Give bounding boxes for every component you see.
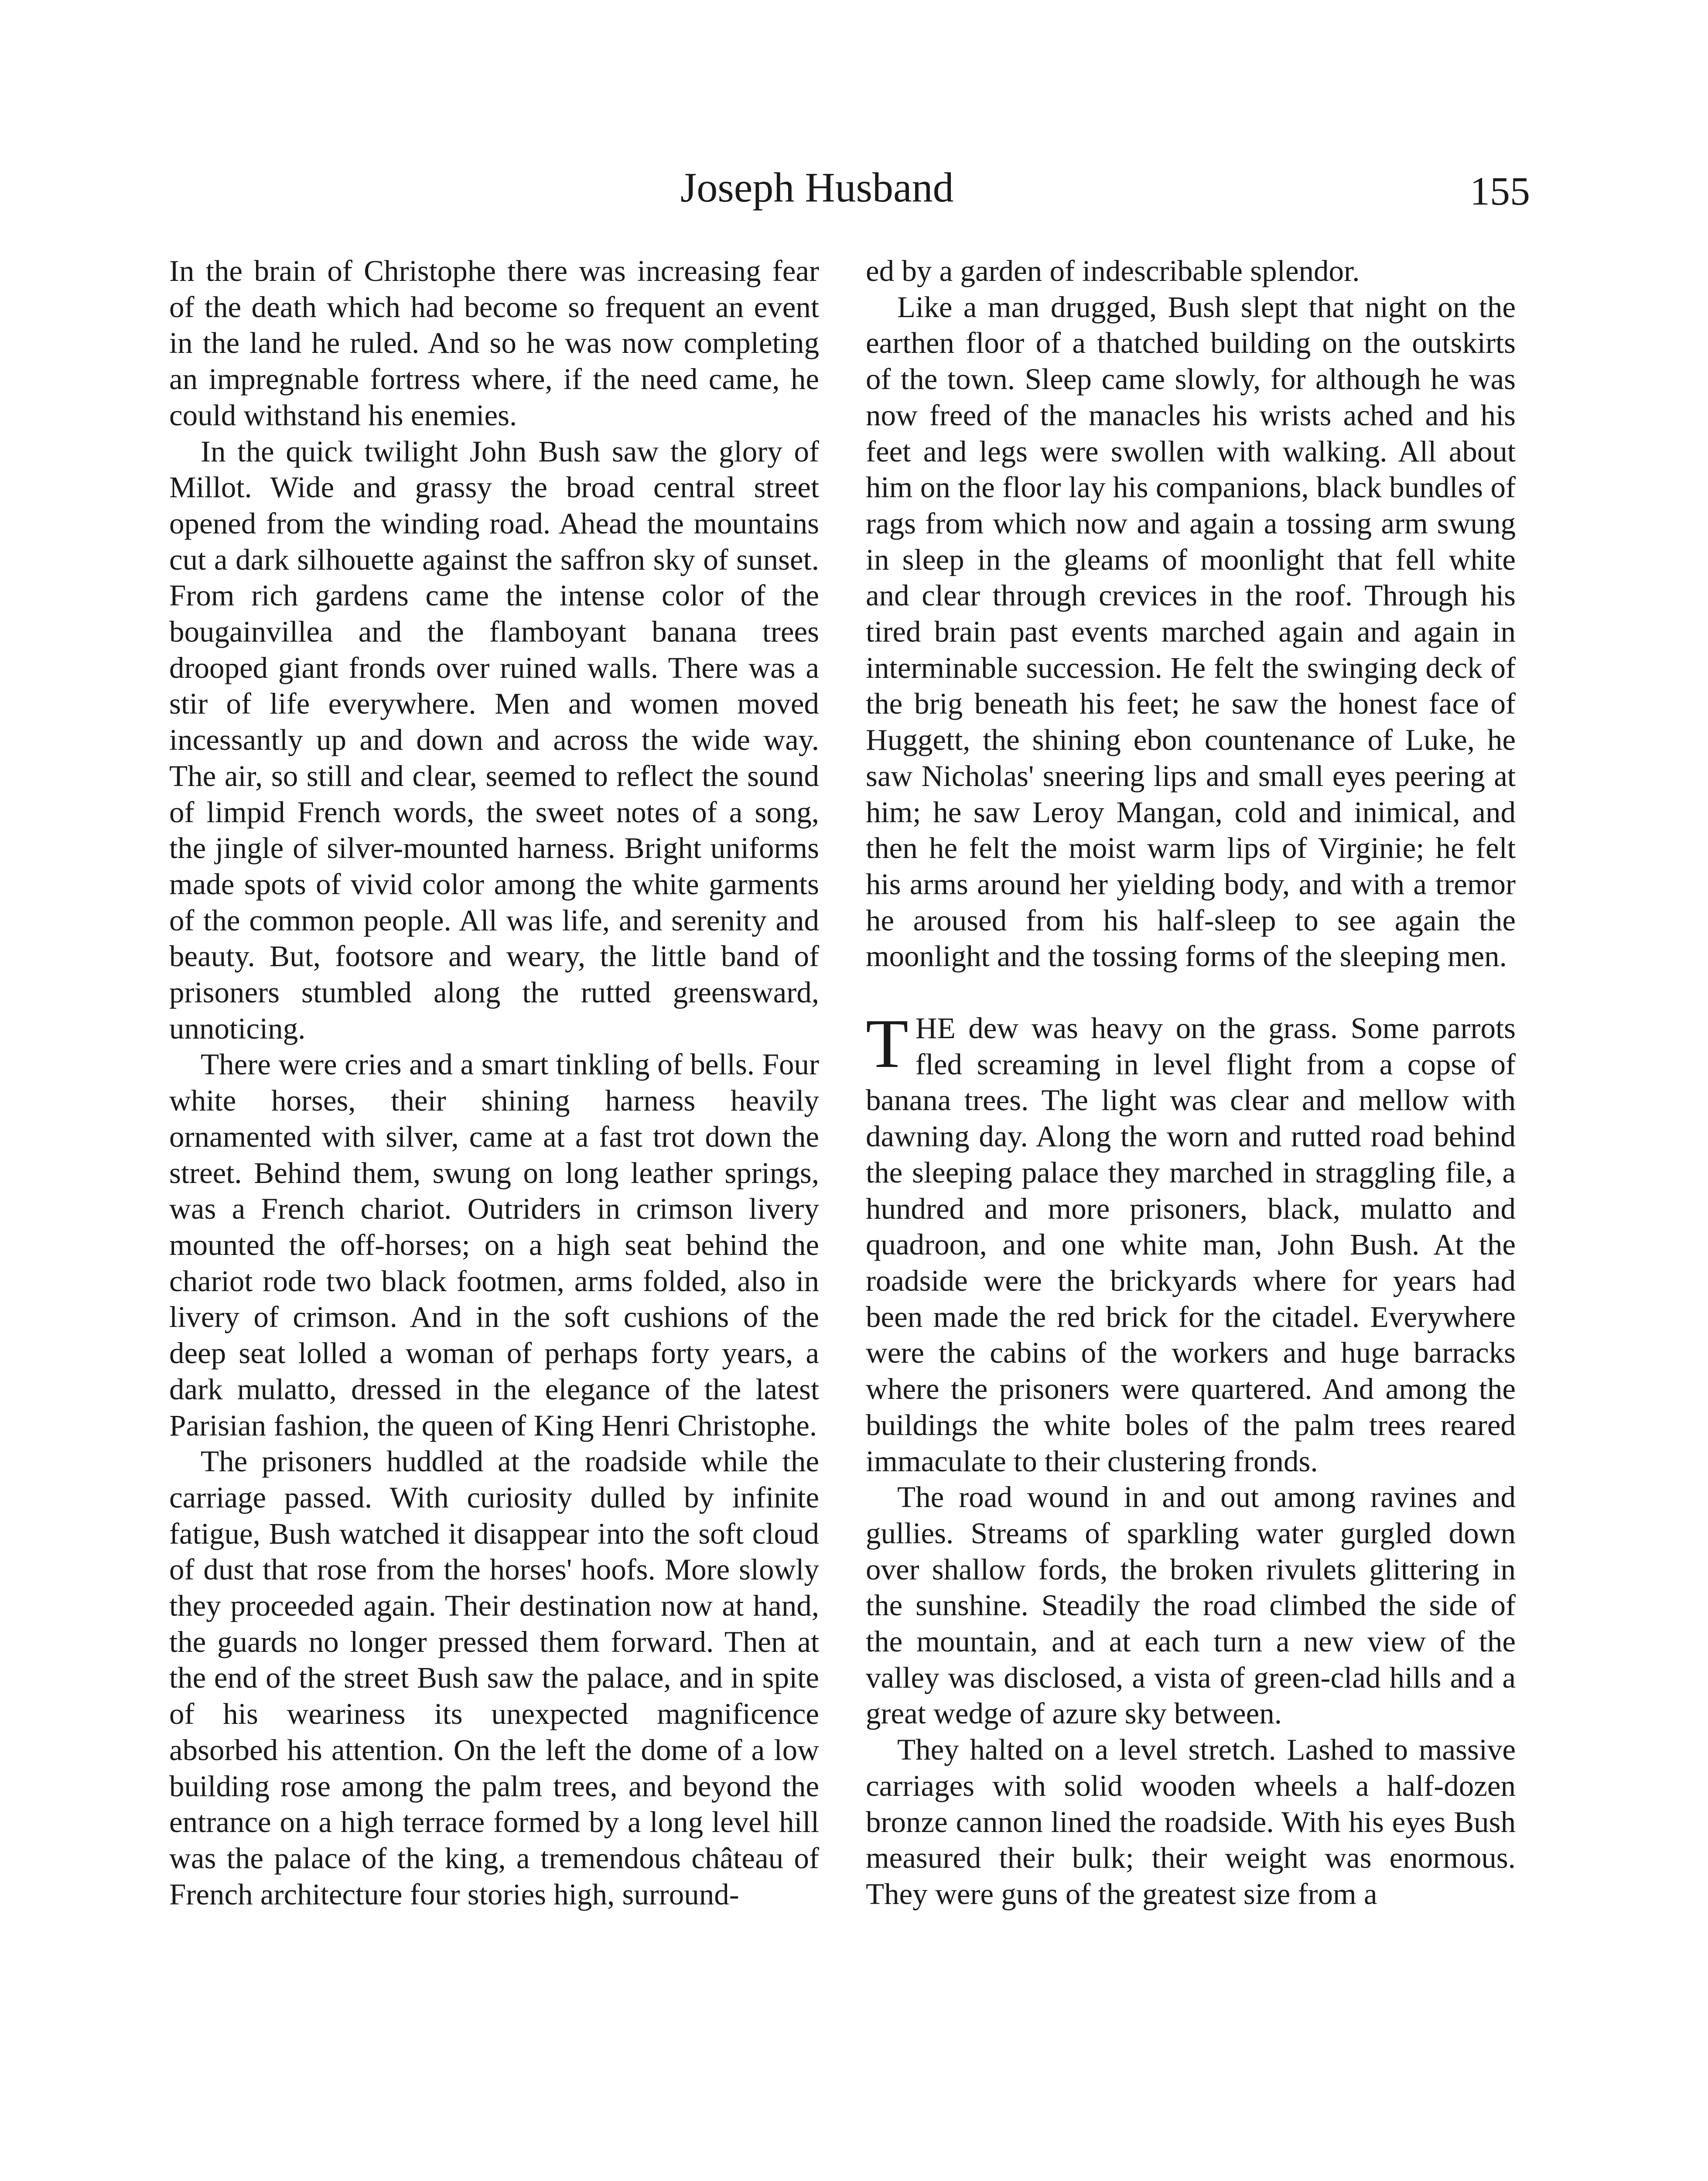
section-opening-paragraph bbox=[866, 1005, 1516, 1479]
right-column bbox=[866, 253, 1516, 1912]
paragraph: In the quick twilight John Bush saw the glory of Millot. Wide and grassy the broad central street opened from the winding road. Ahead the mountains cut a dark silhouette against the saffron sky of sunset. From rich gardens came the intense color of the bougainvillea and the flamboyant banana trees drooped giant fronds over ruined walls. There was a stir of life everywhere. Men and women moved incessantly up and down and across the wide way. The air, so still and clear, seemed to reflect the sound of limpid French words, the sweet notes of a song, the jingle of silver-mounted harness. Bright uniforms made spots of vivid color among the white garments of the common people. All was life, and serenity and beauty. But, footsore and weary, the little band of prisoners stumbled along the rutted greensward, unnoticing. bbox=[169, 434, 819, 1045]
paragraph: In the brain of Christophe there was increasing fear of the death which had become so frequent an event in the land he ruled. And so he was now completing an impregnable fortress where, if the need came, he could withstand his enemies. bbox=[169, 254, 819, 432]
paragraph: There were cries and a smart tinkling of bells. Four white horses, their shining harness heavily ornamented with silver, came at a fast trot down the street. Behind them, swung on long leather springs, was a French chariot. Outriders in crimson livery mounted the off-horses; on a high seat behind the chariot rode two black footmen, arms folded, also in livery of crimson. And in the soft cushions of the deep seat lolled a woman of perhaps forty years, a dark mulatto, dressed in the elegance of the latest Parisian fashion, the queen of King Henri Christophe. bbox=[169, 1048, 819, 1442]
paragraph-continuation: ed by a garden of indescribable splendor. bbox=[866, 254, 1360, 287]
running-head-title: Joseph Husband bbox=[680, 164, 954, 211]
paragraph: Like a man drugged, Bush slept that night on the earthen floor of a thatched building on the outskirts of the town. Sleep came slowly, for although he was now freed of the manacles his wrists ached and his feet and legs were swollen with walking. All about him on the floor lay his companions, black bundles of rags from which now and again a tossing arm swung in sleep in the gleams of moonlight that fell white and clear through crevices in the roof. Through his tired brain past events marched again and again in interminable succession. He felt the swinging deck of the brig beneath his feet; he saw the honest face of Huggett, the shining ebon countenance of Luke, he saw Nicholas' sneering lips and small eyes peering at him; he saw Leroy Mangan, cold and inimical, and then he felt the moist warm lips of Virginie; he felt his arms around her yielding body, and with a tremor he aroused from his half-sleep to see again the moonlight and the tossing forms of the sleeping men. bbox=[866, 290, 1516, 973]
left-column bbox=[169, 253, 819, 1912]
page-number: 155 bbox=[1470, 169, 1530, 213]
paragraph: They halted on a level stretch. Lashed to massive carriages with solid wooden wheels a half-dozen bronze cannon lined the roadside. With his eyes Bush measured their bulk; their weight was enormous. They were guns of the greatest size from a bbox=[866, 1733, 1516, 1911]
drop-cap: T bbox=[866, 1005, 909, 1083]
paragraph: The prisoners huddled at the roadside while the carriage passed. With curiosity dulled by infinite fatigue, Bush watched it disappear into the soft cloud of dust that rose from the horses' hoofs. More slowly they proceeded again. Their destination now at hand, the guards no longer pressed them forward. Then at the end of the street Bush saw the palace, and in spite of his weariness its unexpected magnificence absorbed his attention. On the left the dome of a low building rose among the palm trees, and beyond the entrance on a high terrace formed by a long level hill was the palace of the king, a tremendous château of French architecture four stories high, surround- bbox=[169, 1445, 819, 1911]
section-opening-text: HE dew was heavy on the grass. Some parrots fled screaming in level flight from a copse of banana trees. The light was clear and mellow with dawning day. Along the worn and rutted road behind the sleeping palace they marched in straggling file, a hundred and more prisoners, black, mulatto and quadroon, and one white man, John Bush. At the roadside were the brickyards where for years had been made the red brick for the citadel. Everywhere were the cabins of the workers and huge barracks where the prisoners were quartered. And among the buildings the white boles of the palm trees reared immaculate to their clustering fronds. bbox=[866, 1012, 1516, 1478]
paragraph: The road wound in and out among ravines and gullies. Streams of sparkling water gurgled down over shallow fords, the broken rivulets glittering in the sunshine. Steadily the road climbed the side of the mountain, and at each turn a new view of the valley was disclosed, a vista of green-clad hills and a great wedge of azure sky between. bbox=[866, 1480, 1516, 1730]
